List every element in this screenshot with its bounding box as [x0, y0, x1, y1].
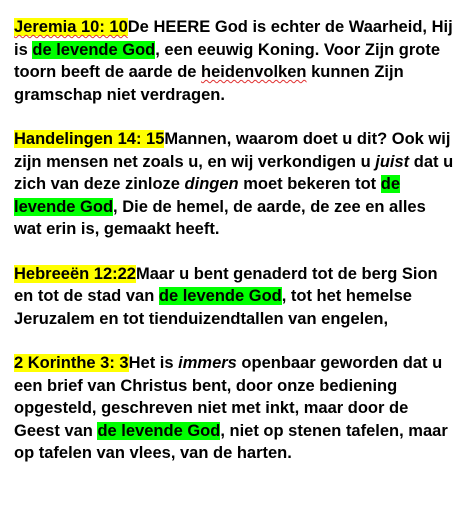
passage-text: Maar u bent genaderd tot de berg Sion en tot de stad van: [14, 264, 438, 305]
passage-jeremia: [14, 16, 454, 106]
italic-word: immers: [178, 354, 237, 372]
living-god-highlight: de levende God: [32, 40, 156, 59]
spellcheck-word: heidenvolken: [201, 63, 307, 81]
passage-korinthe: [14, 352, 454, 465]
passage-text: Het is: [128, 354, 179, 372]
passage-text: Mannen, waarom doet u dit? Ook wij zijn mensen net zoals u, en wij verkondigen u: [14, 130, 451, 171]
passage-text: , tot het hemelse Jeruzalem en tot tienduizendtallen van engelen,: [14, 287, 412, 328]
italic-word: juist: [375, 152, 410, 171]
italic-word: dingen: [184, 175, 239, 193]
passage-text: , niet op stenen tafelen, maar op tafelen van vlees, van de harten.: [14, 421, 448, 462]
verse-reference: Handelingen 14: 15: [14, 130, 165, 148]
verse-reference: Hebreeën 12:22: [14, 264, 136, 283]
passage-handelingen: [14, 128, 454, 241]
living-god-highlight: de levende God: [158, 287, 282, 305]
verse-reference: Jeremia 10: 10: [14, 18, 128, 36]
living-god-highlight: de levende God: [14, 175, 401, 216]
verse-reference: 2 Korinthe 3: 3: [14, 354, 129, 372]
living-god-highlight: de levende God: [97, 421, 221, 440]
passage-text: dat u zich van deze zinloze: [14, 152, 454, 193]
passage-hebreeen: [14, 263, 454, 331]
document-body: [14, 16, 454, 487]
passage-text: kunnen Zijn gramschap niet verdragen.: [14, 63, 404, 104]
passage-text: moet bekeren tot: [238, 175, 381, 193]
passage-text: , een eeuwig Koning. Voor Zijn grote toorn beeft de aarde de: [14, 40, 441, 81]
passage-text: , Die de hemel, de aarde, de zee en alles wat erin is, gemaakt heeft.: [14, 197, 426, 238]
passage-text: De HEERE God is echter de Waarheid, Hij is: [14, 18, 453, 59]
passage-text: openbaar geworden dat u een brief van Christus bent, door onze bediening opgesteld, geschreven niet met inkt, maar door de Geest van: [14, 354, 443, 440]
